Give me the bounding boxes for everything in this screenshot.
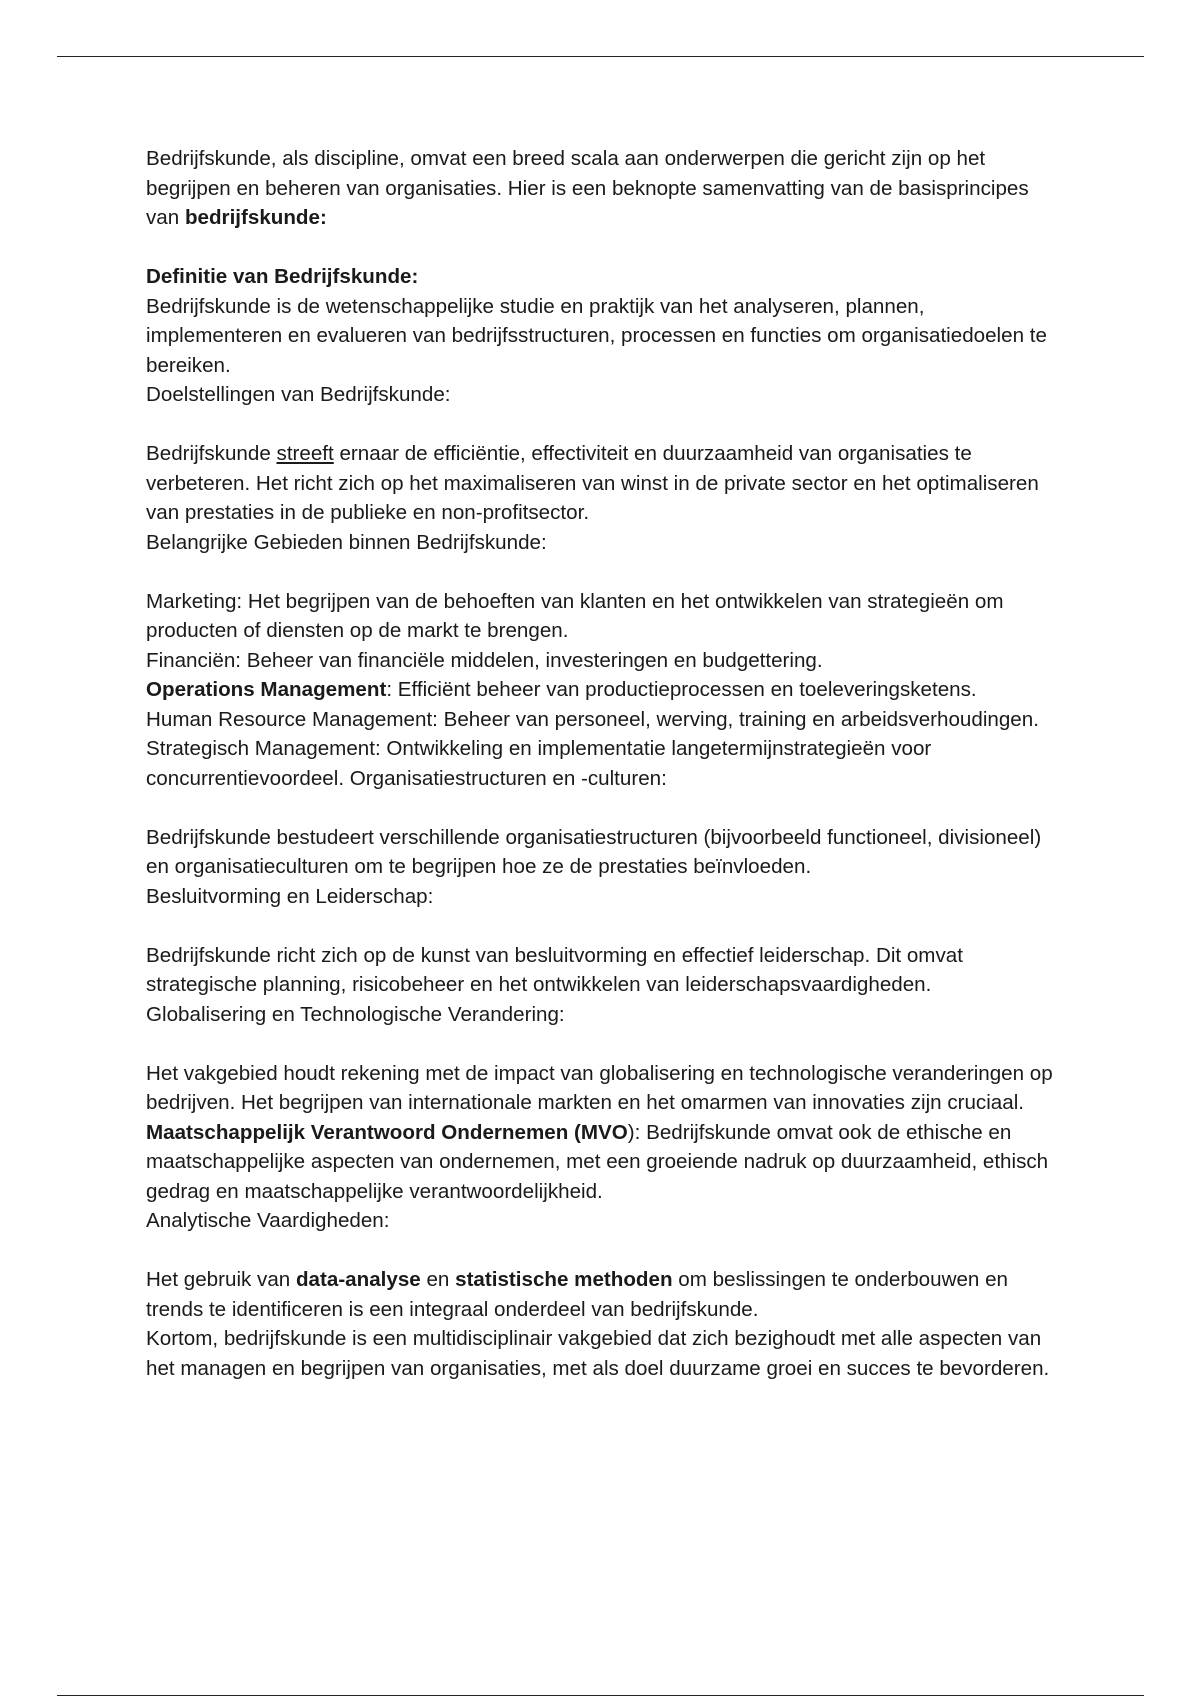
footer-rule xyxy=(57,1695,1144,1696)
marketing-paragraph: Marketing: Het begrijpen van de behoeften van klanten en het ontwikkelen van strategieën om producten of diensten op de markt te brengen. xyxy=(146,589,1004,642)
underlined-word: streeft xyxy=(276,442,334,465)
globalisering-heading: Globalisering en Technologische Verandering: xyxy=(146,1002,565,1026)
definitie-heading: Definitie van Bedrijfskunde: xyxy=(146,265,419,288)
hrm-paragraph: Human Resource Management: Beheer van personeel, werving, training en arbeidsverhoudingen. xyxy=(146,707,1039,731)
document-body xyxy=(146,144,1066,1383)
conclusie-paragraph: Kortom, bedrijfskunde is een multidisciplinair vakgebied dat zich bezighoudt met alle aspecten van het managen en begrijpen van organisaties, met als doel duurzame groei en succes te bevorderen. xyxy=(146,1327,1050,1380)
intro-paragraph: Bedrijfskunde, als discipline, omvat een breed scala aan onderwerpen die gericht zijn op het begrijpen en beheren van organisaties. Hier is een beknopte samenvatting van de basisprincipes van bedrijfskunde: xyxy=(146,147,1029,229)
header-rule xyxy=(57,56,1144,57)
gebieden-heading: Belangrijke Gebieden binnen Bedrijfskunde: xyxy=(146,530,547,554)
globalisering-paragraph: Het vakgebied houdt rekening met de impact van globalisering en technologische veranderingen op bedrijven. Het begrijpen van internationale markten en het omarmen van innovaties zijn cruciaal. xyxy=(146,1061,1053,1114)
intro-bold: bedrijfskunde: xyxy=(184,206,327,229)
structuren-paragraph: Bedrijfskunde bestudeert verschillende organisatiestructuren (bijvoorbeeld functioneel, divisioneel) en organisatieculturen om te begrijpen hoe ze de prestaties beïnvloeden. xyxy=(146,825,1042,878)
doelstellingen-paragraph: Bedrijfskunde streeft ernaar de efficiëntie, effectiviteit en duurzaamheid van organisaties te verbeteren. Het richt zich op het maximaliseren van winst in de private sector en het optimaliseren van prestaties in de publieke en non-profitsector. xyxy=(146,442,1039,524)
leiderschap-paragraph: Bedrijfskunde richt zich op de kunst van besluitvorming en effectief leiderschap. Dit omvat strategische planning, risicobeheer en het ontwikkelen van leiderschapsvaardigheden. xyxy=(146,943,963,996)
mvo-paragraph: Maatschappelijk Verantwoord Ondernemen (MVO): Bedrijfskunde omvat ook de ethische en maatschappelijke aspecten van ondernemen, met een groeiende nadruk op duurzaamheid, ethisch gedrag en maatschappelijke verantwoordelijkheid. xyxy=(146,1120,1049,1203)
operations-paragraph: Operations Management: Efficiënt beheer van productieprocessen en toeleveringsketens. xyxy=(146,678,977,701)
strategisch-paragraph: Strategisch Management: Ontwikkeling en implementatie langetermijnstrategieën voor concurrentievoordeel. Organisatiestructuren en -culturen: xyxy=(146,737,932,790)
analytisch-paragraph: Het gebruik van data-analyse en statistische methoden om beslissingen te onderbouwen en trends te identificeren is een integraal onderdeel van bedrijfskunde. xyxy=(146,1268,1008,1321)
financien-paragraph: Financiën: Beheer van financiële middelen, investeringen en budgettering. xyxy=(146,648,823,672)
analytisch-heading: Analytische Vaardigheden: xyxy=(146,1209,390,1232)
leiderschap-heading: Besluitvorming en Leiderschap: xyxy=(146,884,434,908)
definitie-paragraph: Bedrijfskunde is de wetenschappelijke studie en praktijk van het analyseren, plannen, implementeren en evalueren van bedrijfsstructuren, processen en functies om organisatiedoelen te bereiken. xyxy=(146,294,1047,377)
doelstellingen-heading: Doelstellingen van Bedrijfskunde: xyxy=(146,383,451,406)
